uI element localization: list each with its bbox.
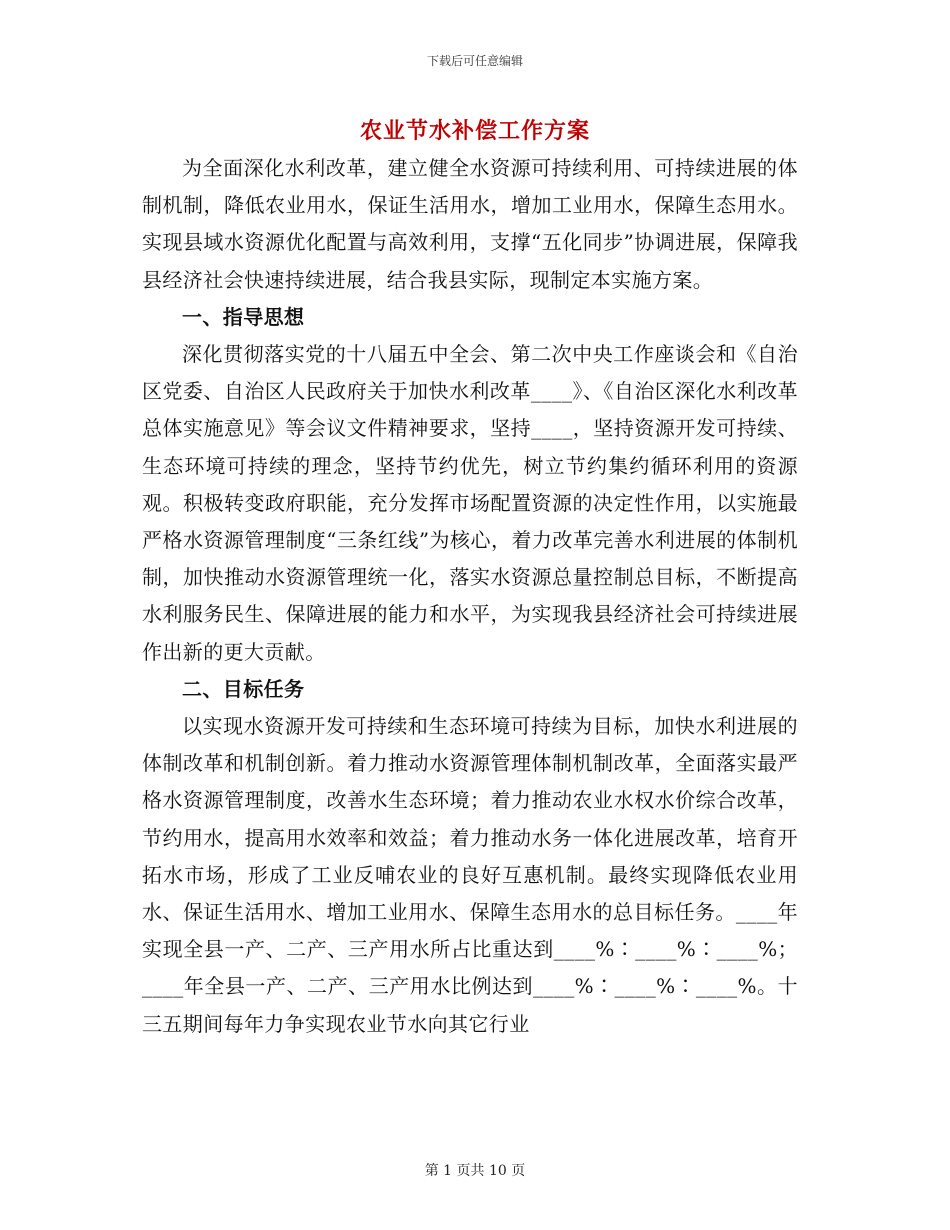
document-body — [142, 150, 798, 1043]
section-paragraph-objectives: 以实现水资源开发可持续和生态环境可持续为目标，加快水利进展的体制改革和机制创新。着力推动水资源管理体制机制改革，全面落实最严格水资源管理制度，改善水生态环境；着力推动农业水权水价综合改革，节约用水，提高用水效率和效益；着力推动水务一体化进展改革，培育开拓水市场，形成了工业反哺农业的良好互惠机制。最终实现降低农业用水、保证生活用水、增加工业用水、保障生态用水的总目标任务。____年实现全县一产、二产、三产用水所占比重达到____%∶____%∶____%；____年全县一产、二产、三产用水比例达到____%∶____%∶____%。十三五期间每年力争实现农业节水向其它行业 — [142, 714, 798, 1036]
intro-paragraph: 为全面深化水利改革，建立健全水资源可持续利用、可持续进展的体制机制，降低农业用水，保证生活用水，增加工业用水，保障生态用水。实现县域水资源优化配置与高效利用，支撑“五化同步”协调进展，保障我县经济社会快速持续进展，结合我县实际，现制定本实施方案。 — [142, 156, 798, 292]
header-note: 下载后可任意编辑 — [426, 54, 523, 68]
document-title: 农业节水补偿工作方案 — [359, 118, 590, 144]
section-heading-objectives: 二、目标任务 — [182, 676, 305, 701]
section-paragraph-guiding-ideology: 深化贯彻落实党的十八届五中全会、第二次中央工作座谈会和《自治区党委、自治区人民政府关于加快水利改革____》、《自治区深化水利改革总体实施意见》等会议文件精神要求，坚持____，坚持资源开发可持续、生态环境可持续的理念，坚持节约优先，树立节约集约循环利用的资源观。积极转变政府职能，充分发挥市场配置资源的决定性作用，以实施最严格水资源管理制度“三条红线”为核心，着力改革完善水利进展的体制机制，加快推动水资源管理统一化，落实水资源总量控制总目标，不断提高水利服务民生、保障进展的能力和水平，为实现我县经济社会可持续进展作出新的更大贡献。 — [142, 342, 798, 664]
page-number-footer: 第 1 页共 10 页 — [424, 1163, 526, 1179]
section-heading-guiding-ideology: 一、指导思想 — [182, 304, 305, 329]
